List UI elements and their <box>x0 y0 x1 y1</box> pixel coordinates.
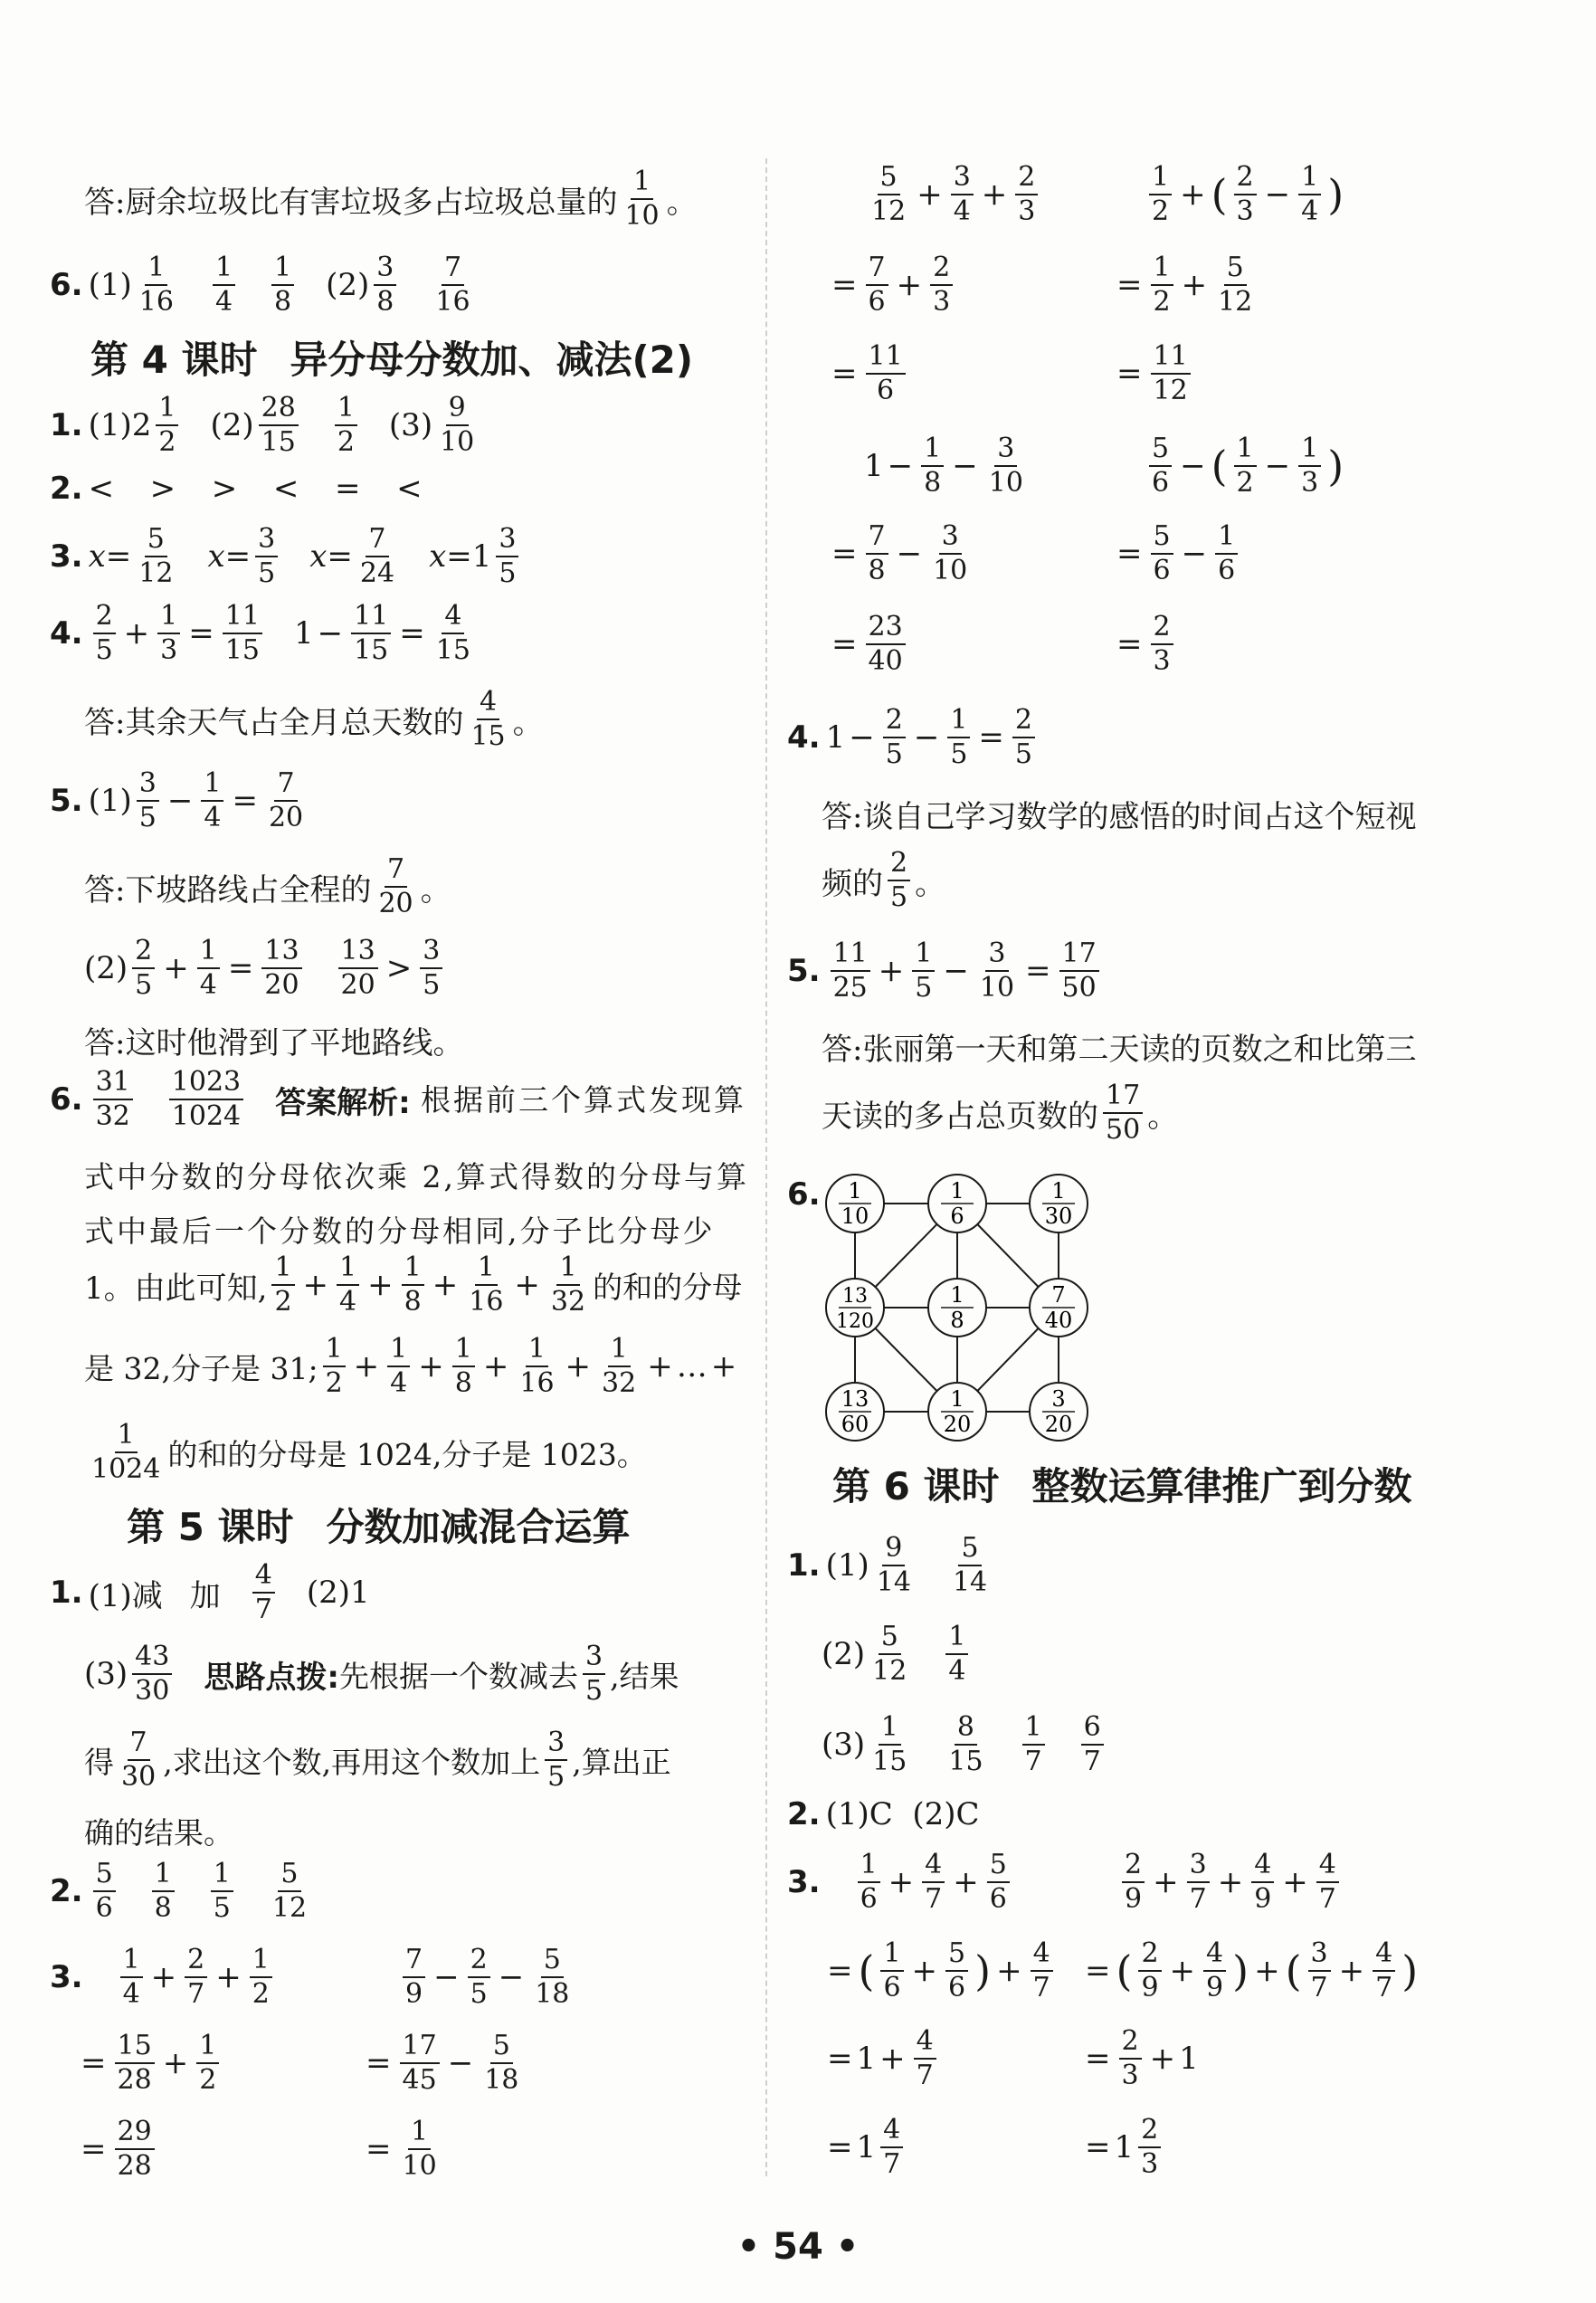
grid-node-numerator: 1 <box>950 1178 964 1204</box>
fraction: $\frac{1}{4}$ <box>201 769 223 833</box>
fraction: $\frac{3}{5}$ <box>137 769 159 833</box>
fraction: $\frac{1}{2}$ <box>196 2032 219 2096</box>
fraction: $\frac{1}{2}$ <box>335 394 357 458</box>
fraction: $\frac{1}{2}$ <box>250 1946 272 2010</box>
fraction: $\frac{2}{3}$ <box>930 253 953 318</box>
l4-answer-5-1: 答:下坡路线占全程的 $\frac{7}{20}$ 。 <box>84 853 451 920</box>
fraction: $\frac{7}{9}$ <box>403 1946 425 2010</box>
fraction: $\frac{2}{3}$ <box>1234 163 1257 227</box>
fraction: $\frac{1}{3}$ <box>1298 434 1321 499</box>
lesson-4-heading: 第 4 课时 异分母分数加、减法(2) <box>90 338 694 382</box>
l4-q6-series-2: 是 32,分子是 31; $\frac{1}{2}$ + $\frac{1}{4}$ + $\frac{1}{8}$ + $\frac{1}{16}$ + $\frac{1}{32}$ + … + <box>84 1333 737 1400</box>
fraction: $\frac{1}{6}$ <box>1215 522 1238 586</box>
fraction: $\frac{1}{10}$ <box>402 2116 437 2183</box>
fraction: $\frac{4}{9}$ <box>1251 1851 1274 1915</box>
fraction: $\frac{3}{7}$ <box>1187 1851 1210 1915</box>
fraction: $\frac{5}{6}$ <box>93 1860 116 1924</box>
l4-question-1: 1. (1)2 $\frac{1}{2}$ (2) $\frac{28}{15}$ $\frac{1}{2}$ (3) $\frac{9}{10}$ <box>50 394 481 458</box>
fraction: $\frac{5}{12}$ <box>271 1858 308 1925</box>
fraction: $\frac{3}{10}$ <box>933 520 968 587</box>
grid-node-denominator: 120 <box>836 1310 874 1333</box>
fraction: $\frac{4}{15}$ <box>435 600 470 667</box>
fraction: $\frac{1}{32}$ <box>550 1251 586 1318</box>
fraction: $\frac{4}{7}$ <box>1316 1851 1339 1915</box>
grid-node-numerator: 1 <box>950 1282 964 1308</box>
r-question-5: 5. $\frac{11}{25}$ + $\frac{1}{5}$ − $\frac{3}{10}$ = $\frac{17}{50}$ <box>787 939 1104 1004</box>
fraction: $\frac{1}{4}$ <box>337 1253 359 1318</box>
grid-nodes <box>826 1175 1088 1441</box>
grid-node-numerator: 1 <box>848 1178 862 1204</box>
fraction: $\frac{4}{15}$ <box>470 686 506 753</box>
fraction: $\frac{3}{5}$ <box>545 1728 567 1793</box>
fraction: $\frac{2}{5}$ <box>93 602 116 666</box>
fraction: $\frac{1}{4}$ <box>1298 163 1321 227</box>
fraction: $\frac{2}{3}$ <box>1138 2116 1161 2180</box>
fraction: $\frac{5}{6}$ <box>1151 522 1173 586</box>
fraction: $\frac{1}{6}$ <box>880 1939 903 2003</box>
grid-node <box>928 1175 986 1232</box>
fraction: $\frac{1}{2}$ <box>1149 163 1172 227</box>
grid-node-denominator: 8 <box>950 1308 964 1333</box>
fraction: $\frac{4}{7}$ <box>880 2116 903 2180</box>
fraction: $\frac{2}{3}$ <box>1119 2027 1142 2091</box>
fraction: $\frac{11}{15}$ <box>223 602 262 666</box>
l4-answer-5-2: 答:这时他滑到了平地路线。 <box>84 1025 464 1061</box>
fraction: $\frac{3}{5}$ <box>583 1642 605 1707</box>
grid-node-numerator: 1 <box>1051 1178 1066 1204</box>
grid-node <box>1030 1383 1088 1441</box>
fraction: $\frac{17}{50}$ <box>1103 1081 1143 1146</box>
fraction: $\frac{1}{4}$ <box>945 1623 968 1687</box>
fraction: $\frac{3}{7}$ <box>1308 1939 1331 2003</box>
l4-question-5: 5. (1) $\frac{3}{5}$ − $\frac{1}{4}$ = $\frac{7}{20}$ <box>50 769 310 833</box>
fraction: $\frac{1}{2}$ <box>271 1253 294 1318</box>
grid-node-denominator: 60 <box>841 1412 869 1437</box>
fraction: $\frac{2}{5}$ <box>888 849 910 913</box>
fraction: $\frac{1}{10}$ <box>624 166 660 233</box>
fraction: $\frac{8}{15}$ <box>948 1711 983 1778</box>
fraction: $\frac{5}{14}$ <box>952 1532 988 1599</box>
l5-question-1-3b: 得 $\frac{7}{30}$ ,求出这个数,再用这个数加上 $\frac{3}{5}$ ,算出正 <box>84 1727 671 1794</box>
fraction: $\frac{7}{6}$ <box>866 253 888 318</box>
fraction: $\frac{1}{4}$ <box>213 253 235 318</box>
grid-node <box>928 1383 986 1441</box>
fraction: $\frac{1}{8}$ <box>921 434 944 499</box>
l5-question-1: 1. (1)减 加 $\frac{4}{7}$ (2)1 <box>50 1559 370 1626</box>
grid-node-denominator: 10 <box>841 1204 869 1229</box>
fraction: $\frac{1}{7}$ <box>1022 1713 1045 1777</box>
fraction: $\frac{4}{7}$ <box>252 1561 275 1625</box>
fraction: $\frac{4}{7}$ <box>1031 1939 1053 2003</box>
fraction: $\frac{5}{12}$ <box>138 523 174 590</box>
fraction: $\frac{1}{3}$ <box>157 602 180 666</box>
column-divider <box>765 158 767 2176</box>
grid-node-numerator: 7 <box>1051 1282 1066 1308</box>
fraction: $\frac{2}{5}$ <box>883 706 906 770</box>
grid-node-denominator: 30 <box>1044 1204 1073 1229</box>
grid-node <box>826 1383 884 1441</box>
l6-question-3: 3. $\frac{1}{6}$ + $\frac{4}{7}$ + $\frac{5}{6}$ <box>787 1851 1014 1915</box>
grid-node <box>826 1175 884 1232</box>
fraction: $\frac{1}{16}$ <box>469 1251 504 1318</box>
fraction: $\frac{1}{4}$ <box>197 937 220 1001</box>
l4-q6-series-1: 1。由此可知, $\frac{1}{2}$ + $\frac{1}{4}$ + $\frac{1}{8}$ + $\frac{1}{16}$ + $\frac{1}{32}$ 的和的分母 <box>84 1251 743 1318</box>
fraction: $\frac{1}{8}$ <box>271 253 294 318</box>
fraction: $\frac{4}{7}$ <box>922 1851 945 1915</box>
l5-question-3: 3. $\frac{1}{4}$ + $\frac{2}{7}$ + $\frac{1}{2}$ <box>50 1946 277 2010</box>
fraction: $\frac{5}{12}$ <box>871 161 907 228</box>
fraction: $\frac{1}{4}$ <box>120 1946 143 2010</box>
l4-question-3: 3. x= $\frac{5}{12}$ x= $\frac{3}{5}$ x= $\frac{7}{24}$ x= 1 $\frac{3}{5}$ <box>50 525 523 589</box>
fraction: $\frac{4}{7}$ <box>1373 1939 1395 2003</box>
fraction: $\frac{5}{6}$ <box>1149 434 1172 499</box>
l4-q6-explain-start: 根据前三个算式发现算 <box>421 1082 746 1118</box>
fraction: $\frac{17}{50}$ <box>1059 939 1099 1004</box>
grid-node-denominator: 20 <box>943 1412 972 1437</box>
fraction: $\frac{1}{5}$ <box>912 939 935 1004</box>
fraction: $\frac{11}{6}$ <box>866 342 906 406</box>
fraction: $\frac{17}{45}$ <box>400 2032 440 2096</box>
fraction: $\frac{1}{6}$ <box>858 1851 880 1915</box>
grid-node-denominator: 6 <box>950 1204 964 1229</box>
l4-question-2: 2. < > > < = < <box>50 471 428 507</box>
r-question-6: 6. <box>787 1176 821 1213</box>
page-number: • 54 • <box>736 2226 860 2268</box>
fraction: $\frac{1}{8}$ <box>402 1253 424 1318</box>
fraction: $\frac{1}{2}$ <box>156 394 178 458</box>
fraction: $\frac{4}{9}$ <box>1203 1939 1226 2003</box>
fraction: $\frac{2}{9}$ <box>1122 1851 1145 1915</box>
l4-answer-4: 答:其余天气占全月总天数的 $\frac{4}{15}$ 。 <box>84 686 544 753</box>
answer-line: 答:厨余垃圾比有害垃圾多占垃圾总量的 $\frac{1}{10}$ 。 <box>84 166 698 233</box>
fraction: $\frac{11}{25}$ <box>831 939 870 1004</box>
fraction: $\frac{3}{4}$ <box>951 163 974 227</box>
fraction: $\frac{1}{5}$ <box>211 1860 233 1924</box>
fraction: $\frac{1}{5}$ <box>947 706 970 770</box>
fraction: $\frac{5}{12}$ <box>1218 252 1253 319</box>
fraction: $\frac{9}{14}$ <box>876 1532 911 1599</box>
fraction: $\frac{7}{20}$ <box>378 853 413 920</box>
grid-node <box>1030 1279 1088 1337</box>
grid-node-numerator: 13 <box>842 1285 868 1308</box>
lesson-5-heading: 第 5 课时 分数加减混合运算 <box>127 1505 631 1549</box>
fraction: $\frac{2}{3}$ <box>1151 613 1173 677</box>
fraction: $\frac{7}{16}$ <box>435 252 470 319</box>
fraction: $\frac{2}{5}$ <box>468 1946 490 2010</box>
fraction: $\frac{1}{8}$ <box>152 1860 175 1924</box>
fraction: $\frac{11}{15}$ <box>351 602 391 666</box>
fraction: $\frac{7}{8}$ <box>866 522 888 586</box>
fraction: $\frac{5}{18}$ <box>484 2030 519 2097</box>
grid-node-numerator: 1 <box>950 1386 964 1412</box>
grid-node-numerator: 13 <box>841 1386 869 1412</box>
fraction: $\frac{1}{4}$ <box>387 1335 410 1399</box>
l6-question-1: 1. (1) $\frac{9}{14}$ $\frac{5}{14}$ <box>787 1534 994 1598</box>
fraction: $\frac{1023}{1024}$ <box>169 1068 243 1132</box>
question-6: 6. (1) $\frac{1}{16}$ $\frac{1}{4}$ $\frac{1}{8}$ (2) $\frac{3}{8}$ $\frac{7}{16}$ <box>50 253 478 318</box>
fraction: $\frac{2}{5}$ <box>132 937 155 1001</box>
fraction: $\frac{6}{7}$ <box>1081 1713 1104 1777</box>
fraction: $\frac{31}{32}$ <box>93 1068 133 1132</box>
grid-node-numerator: 3 <box>1051 1386 1066 1412</box>
fraction: $\frac{5}{18}$ <box>535 1944 570 2011</box>
fraction: $\frac{2}{7}$ <box>185 1946 207 2010</box>
fraction: $\frac{4}{7}$ <box>914 2027 936 2091</box>
fraction: $\frac{23}{40}$ <box>866 613 906 677</box>
fraction: $\frac{29}{28}$ <box>115 2117 155 2182</box>
fraction: $\frac{15}{28}$ <box>115 2032 155 2096</box>
fraction: $\frac{3}{5}$ <box>496 525 518 589</box>
fraction: $\frac{3}{5}$ <box>255 525 278 589</box>
lesson-6-heading: 第 6 课时 整数运算律推广到分数 <box>832 1464 1412 1508</box>
fraction: $\frac{3}{5}$ <box>420 937 442 1001</box>
fraction: $\frac{1}{16}$ <box>138 252 174 319</box>
fraction: $\frac{11}{12}$ <box>1151 342 1191 406</box>
fraction: $\frac{5}{6}$ <box>987 1851 1010 1915</box>
fraction: $\frac{3}{8}$ <box>374 253 396 318</box>
answer-page: 答:厨余垃圾比有害垃圾多占垃圾总量的 $\frac{1}{10}$ 。 6. (1) $\frac{1}{16}$ $\frac{1}{4}$ $\frac{1}{8}$ (2) $\frac{3}{8}$ $\frac{7}{16}$ 第 4 课时 异分母分数加、减法(2) 1. (1)2 $\frac{1}{2}$ (2) $\frac{28}{15}$ $\frac{1}{2}$ (3) $\frac{9}{10}$ 2. < > > < = < 3. x= $\frac{5}{12}$ x= $\frac{3}{5}$ x= $\frac{7}{24}$ x= 1 $\frac{3}{5}$ 4. $\frac{2}{5}$ + $\frac{1}{3}$ = $\frac{11}{15}$ 1 − $\frac{11}{15}$ = $\frac{4}{15}$ 答:其余天气占全月总天数的 $\frac{4}{15}$ 。 5. (1) $\frac{3}{5}$ − $\frac{1}{4}$ = $\frac{7}{20}$ 答:下坡路线占全程的 $\frac{7}{20}$ 。 (2) $\frac{2}{5}$ + $\frac{1}{4}$ = $\frac{13}{20}$ $\frac{13}{20}$ > $\frac{3}{5}$ 答:这时他滑到了平地路线。 6. $\frac{31}{32}$ $\frac{1023}{1024}$ 答案解析: 根据前三个算式发现算 式中分数的分母依次乘 2,算式得数的分母与算 式中最后一个分数的分母相同,分子比分母少 1。由此可知, $\frac{1}{2}$ + $\frac{1}{4}$ + $\frac{1}{8}$ + $\frac{1}{16}$ + $\frac{1}{32}$ 的和的分母 是 32,分子是 31; $\frac{1}{2}$ + $\frac{1}{4}$ + $\frac{1}{8}$ + $\frac{1}{16}$ + $\frac{1}{32}$ + … + $\frac{1}{1024}$ 的和的分母是 1024,分子是 1023。 第 5 课时 分数加减混合运算 1. (1)减 加 $\frac{4}{7}$ (2)1 (3) $\frac{43}{30}$ 思路点拨: 先根据一个数减去 $\frac{3}{5}$ ,结果 得 $\frac{7}{30}$ ,求出这个数,再用这个数加上 $\frac{3}{5}$ ,算出正 确的结果。 2. $\frac{5}{6}$ $\frac{1}{8}$ $\frac{1}{5}$ $\frac{5}{12}$ 3. $\frac{1}{4}$ + $\frac{2}{7}$ + $\frac{1}{2}$ $\frac{7}{9}$ − $\frac{2}{5}$ − $\frac{5}{18}$ = $\frac{15}{28}$ + $\frac{1}{2}$ = $\frac{17}{45}$ − $\frac{5}{18}$ = $\frac{29}{28}$ = $\frac{1}{10}$ $\frac{5}{12}$ + $\frac{3}{4}$ + $\frac{2}{3}$ $\frac{1}{2}$ + ( $\frac{2}{3}$ − $\frac{1}{4}$ ) = $\frac{7}{6}$ + $\frac{2}{3}$ = $\frac{1}{2}$ + $\frac{5}{12}$ = $\frac{11}{6}$ = $\frac{11}{12}$ 1 − $\frac{1}{8}$ − $\frac{3}{10}$ $\frac{5}{6}$ − ( $\frac{1}{2}$ − $\frac{1}{3}$ ) = $\frac{7}{8}$ − $\frac{3}{10}$ = $\frac{5}{6}$ − $\frac{1}{6}$ = $\frac{23}{40}$ = $\frac{2}{3}$ 4. 1 − $\frac{2}{5}$ − $\frac{1}{5}$ = $\frac{2}{5}$ 答:谈自己学习数学的感悟的时间占这个短视 频的 $\frac{2}{5}$ 。 5. $\frac{11}{25}$ + $\frac{1}{5}$ − $\frac{3}{10}$ = $\frac{17}{50}$ 答:张丽第一天和第二天读的页数之和比第三 天读的多占总页数的 $\frac{17}{50}$ 。 6. 1 10 1 6 1 30 13 120 1 8 7 40 13 60 1 20 3 20 第 6 课时 整数运算律推广到分数 1. (1) $\frac{9}{14}$ $\frac{5}{14}$ (2) $\frac{5}{12}$ $\frac{1}{4}$ (3) $\frac{1}{15}$ $\frac{8}{15}$ $\frac{1}{7}$ $\frac{6}{7}$ 2. (1)C (2)C 3. $\frac{1}{6}$ + $\frac{4}{7}$ + $\frac{5}{6}$ $\frac{2}{9}$ + $\frac{3}{7}$ + $\frac{4}{9}$ + $\frac{4}{7}$ = ( $\frac{1}{6}$ + $\frac{5}{6}$ ) + $\frac{4}{7}$ = ( $\frac{2}{9}$ + $\frac{4}{9}$ ) + ( $\frac{3}{7}$ + $\frac{4}{7}$ ) = 1 + $\frac{4}{7}$ = $\frac{2}{3}$ + 1 = 1 $\frac{4}{7}$ = 1 $\frac{2}{3}$ • 54 • <box>0 0 1596 2303</box>
grid-node <box>928 1279 986 1337</box>
grid-node <box>826 1279 884 1337</box>
l4-q6-series-3: $\frac{1}{1024}$ 的和的分母是 1024,分子是 1023。 <box>84 1421 647 1485</box>
grid-node-denominator: 40 <box>1044 1308 1073 1333</box>
l4-question-4: 4. $\frac{2}{5}$ + $\frac{1}{3}$ = $\frac{11}{15}$ 1 − $\frac{11}{15}$ = $\frac{4}{15}$ <box>50 602 478 666</box>
fraction: $\frac{7}{24}$ <box>359 523 395 590</box>
fraction: $\frac{2}{5}$ <box>1012 706 1035 770</box>
fraction: $\frac{3}{10}$ <box>988 433 1023 500</box>
l5-question-1-3: (3) $\frac{43}{30}$ 思路点拨: 先根据一个数减去 $\frac{3}{5}$ ,结果 <box>84 1641 679 1708</box>
l4-question-6: 6. $\frac{31}{32}$ $\frac{1023}{1024}$ 答案解析: <box>50 1066 411 1133</box>
fraction: $\frac{5}{6}$ <box>945 1939 968 2003</box>
fraction: $\frac{43}{30}$ <box>132 1642 172 1707</box>
fraction: $\frac{7}{20}$ <box>268 767 304 834</box>
l4-question-5-2: (2) $\frac{2}{5}$ + $\frac{1}{4}$ = $\frac{13}{20}$ $\frac{13}{20}$ > $\frac{3}{5}$ <box>84 937 447 1001</box>
fraction: $\frac{9}{10}$ <box>440 392 475 459</box>
fraction: $\frac{13}{20}$ <box>261 937 301 1001</box>
grid-node <box>1030 1175 1088 1232</box>
fraction: $\frac{1}{2}$ <box>323 1335 346 1399</box>
l6-question-2: 2. (1)C (2)C <box>787 1796 980 1832</box>
fraction: $\frac{28}{15}$ <box>259 394 299 458</box>
r-question-4: 4. 1 − $\frac{2}{5}$ − $\frac{1}{5}$ = $\frac{2}{5}$ <box>787 706 1040 770</box>
fraction: $\frac{1}{2}$ <box>1234 434 1257 499</box>
fraction: $\frac{1}{1024}$ <box>91 1419 161 1486</box>
l5-question-2: 2. $\frac{5}{6}$ $\frac{1}{8}$ $\frac{1}{5}$ $\frac{5}{12}$ <box>50 1860 314 1924</box>
fraction: $\frac{1}{32}$ <box>602 1333 637 1400</box>
fraction: $\frac{1}{16}$ <box>519 1333 555 1400</box>
fraction: $\frac{1}{15}$ <box>872 1711 907 1778</box>
circle-grid-diagram <box>823 1167 1095 1448</box>
fraction: $\frac{7}{30}$ <box>121 1727 157 1794</box>
fraction: $\frac{3}{10}$ <box>979 937 1015 1004</box>
fraction: $\frac{1}{2}$ <box>1151 253 1173 318</box>
fraction: $\frac{1}{8}$ <box>452 1335 475 1399</box>
fraction: $\frac{5}{12}$ <box>872 1621 907 1688</box>
fraction: $\frac{2}{3}$ <box>1015 163 1038 227</box>
fraction: $\frac{13}{20}$ <box>338 937 378 1001</box>
fraction: $\frac{2}{9}$ <box>1138 1939 1161 2003</box>
grid-node-denominator: 20 <box>1044 1412 1073 1437</box>
